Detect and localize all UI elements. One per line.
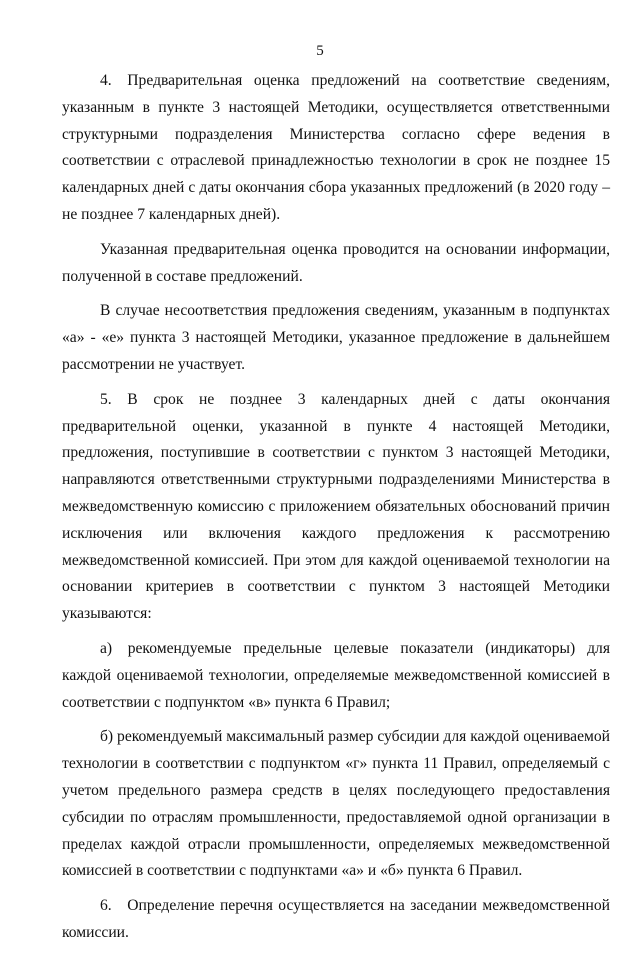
subparagraph-b-subsidy-size: б) рекомендуемый максимальный размер субсидии для каждой оцениваемой технологии в соответствии с подпунктом «г» пункта 11 Правил, определяемый с учетом предельного размера средств в целях последующего предоставления субсидии по отраслям промышленности, предоставляемой одной организации в пределах каждой отрасли промышленности, определяемых межведомственной комиссией в соответствии с подпунктами «а» и «б» пункта 6 Правил. <box>62 728 610 880</box>
subparagraph-a-target-indicators: а) рекомендуемые предельные целевые показатели (индикаторы) для каждой оцениваемой технологии, определяемые межведомственной комиссией в соответствии с подпунктом «в» пункта 6 Правил; <box>62 639 610 711</box>
paragraph-5-submission-to-commission: 5. В срок не позднее 3 календарных дней с даты окончания предварительной оценки, указанной в пункте 4 настоящей Методики, предложения, поступившие в соответствии с пунктом 3 настоящей Методики, направляются ответственными структурными подразделениями Министерства в межведомственную комиссию с приложением обязательных обоснований причин исключения или включения каждого предложения к рассмотрению межведомственной комиссией. При этом для каждой оцениваемой технологии на основании критериев в соответствии с пунктом 3 настоящей Методики указываются: <box>62 390 610 623</box>
page-number: 5 <box>316 43 324 59</box>
document-body <box>62 68 610 955</box>
paragraph-nonconformity: В случае несоответствия предложения сведениям, указанным в подпунктах «а» - «е» пункта 3 настоящей Методики, указанное предложение в дальнейшем рассмотрении не участвует. <box>62 302 610 373</box>
paragraph-6-list-determination: 6. Определение перечня осуществляется на заседании межведомственной комиссии. <box>62 897 610 941</box>
paragraph-4-preliminary-assessment: 4. Предварительная оценка предложений на соответствие сведениям, указанным в пункте 3 настоящей Методики, осуществляется ответственными структурными подразделения Министерства согласно сфере ведения в соответствии с отраслевой принадлежностью технологии в срок не позднее 15 календарных дней с даты окончания сбора указанных предложений (в 2020 году – не позднее 7 календарных дней). <box>62 72 610 223</box>
paragraph-assessment-basis: Указанная предварительная оценка проводится на основании информации, полученной в составе предложений. <box>62 240 610 285</box>
